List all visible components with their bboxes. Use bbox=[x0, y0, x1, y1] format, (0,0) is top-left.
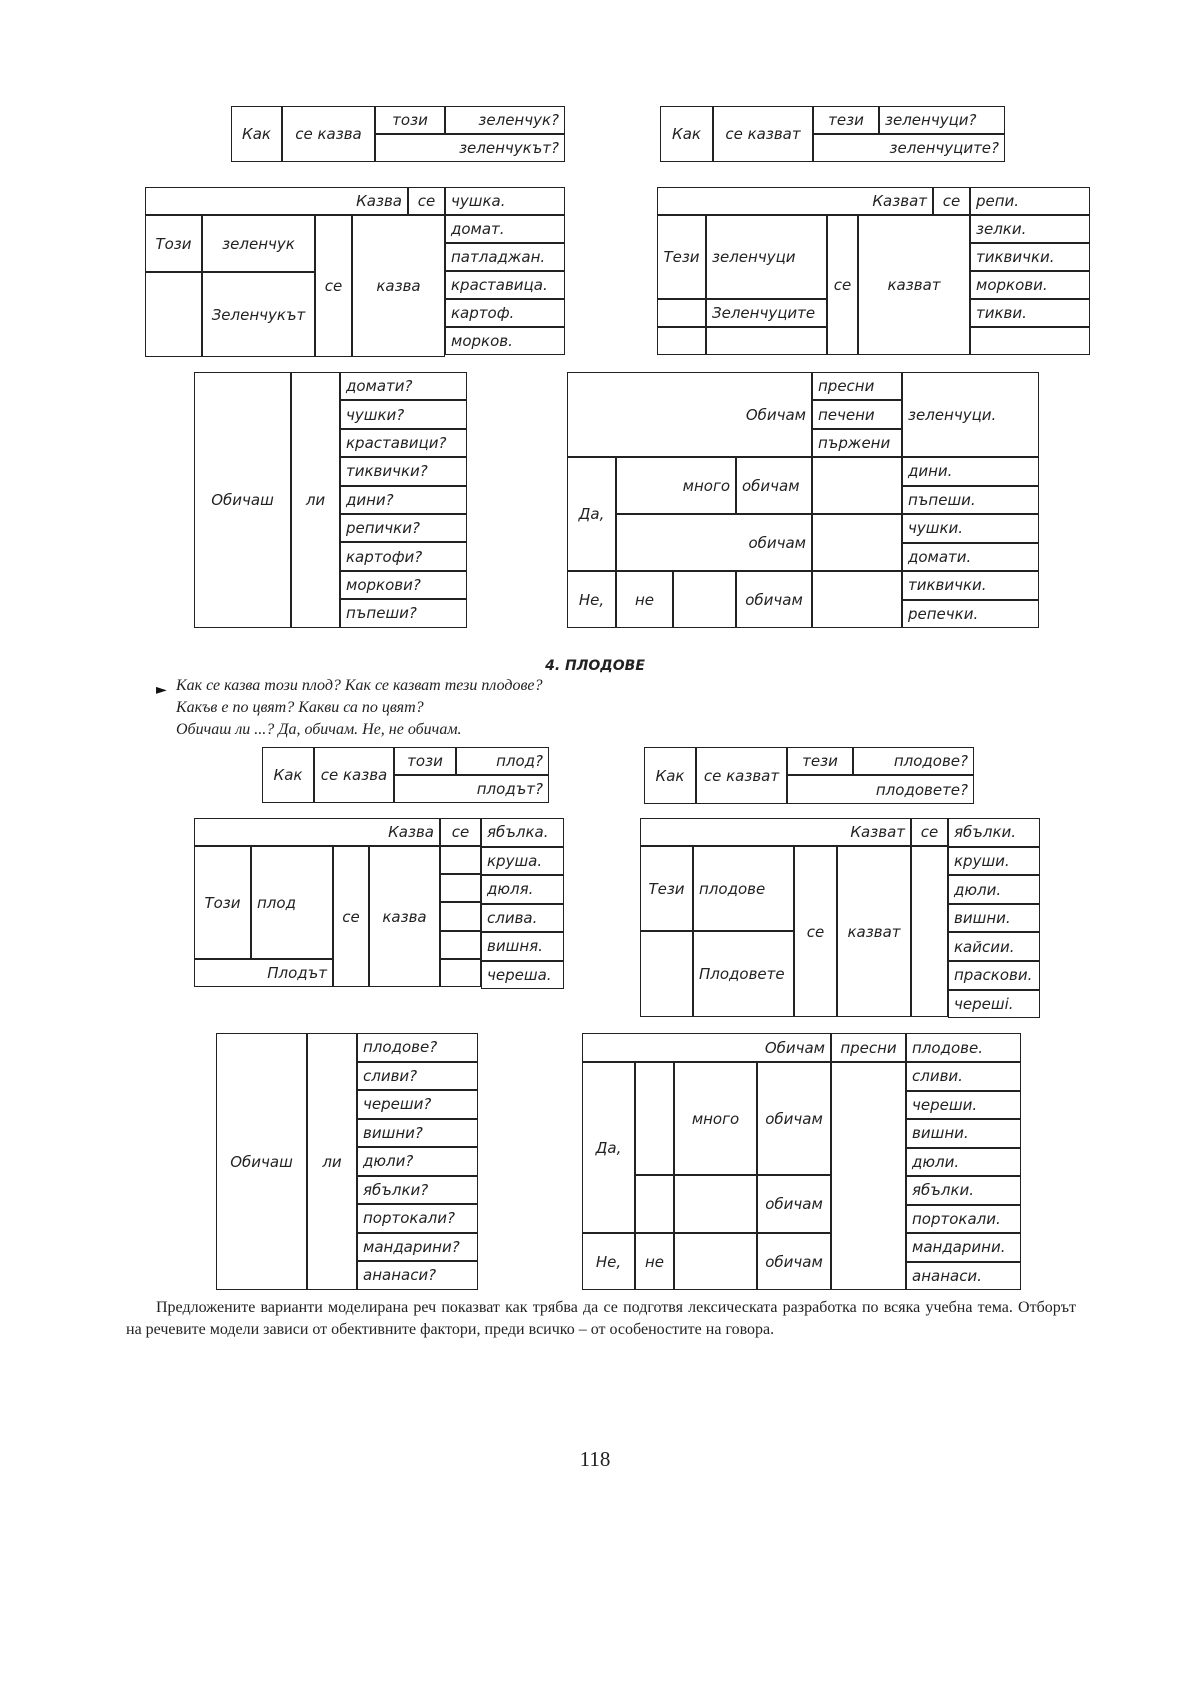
section-title: 4. ПЛОДОВЕ bbox=[545, 658, 645, 674]
cell-text: се bbox=[451, 823, 470, 841]
table-cell bbox=[812, 457, 902, 514]
table-cell bbox=[440, 931, 481, 959]
cell-text: ананаси. bbox=[912, 1266, 982, 1285]
cell-text: този bbox=[407, 752, 443, 770]
cell-text: Обичам bbox=[764, 1038, 825, 1057]
cell-text: Не, bbox=[578, 590, 605, 609]
cell-text: пресни bbox=[840, 1038, 897, 1057]
cell-text: плодове. bbox=[912, 1038, 983, 1057]
cell-text: Казват bbox=[872, 192, 927, 210]
page-number: 118 bbox=[579, 1447, 611, 1471]
table-cell bbox=[440, 846, 481, 874]
table-cell bbox=[812, 571, 902, 628]
cell-text: репи. bbox=[976, 192, 1020, 210]
cell-text: краставици? bbox=[346, 434, 447, 452]
cell-text: картоф. bbox=[451, 304, 515, 322]
cell-text: репички? bbox=[346, 519, 420, 538]
cell-text: домат. bbox=[451, 220, 505, 238]
cell-text: патладжан. bbox=[451, 248, 546, 266]
cell-text: Обичаш bbox=[230, 1152, 293, 1171]
table-cell bbox=[145, 272, 202, 357]
cell-text: Казва bbox=[356, 192, 402, 210]
cell-text: плод bbox=[257, 893, 296, 912]
table-cell bbox=[635, 1062, 674, 1175]
cell-text: много bbox=[691, 1109, 740, 1128]
cell-text: се bbox=[342, 907, 360, 926]
table-cell bbox=[657, 299, 706, 327]
table-cell bbox=[635, 1175, 674, 1233]
table-cell bbox=[673, 571, 736, 628]
cell-text: дини. bbox=[908, 462, 953, 481]
cell-text: праскови. bbox=[954, 966, 1033, 985]
cell-text: дюля. bbox=[487, 880, 534, 899]
table-cell bbox=[440, 902, 481, 930]
cell-text: Да, bbox=[578, 505, 605, 523]
cell-text: Обичаш bbox=[211, 491, 274, 509]
cell-text: зеленчук? bbox=[478, 111, 559, 129]
cell-text: портокали? bbox=[363, 1209, 455, 1228]
cell-text: вишни? bbox=[363, 1123, 423, 1142]
cell-text: плодовете? bbox=[875, 780, 968, 799]
cell-text: Зеленчуците bbox=[712, 304, 816, 322]
cell-text: зелки. bbox=[976, 220, 1027, 238]
cell-text: обичам bbox=[765, 1252, 823, 1271]
cell-text: чушка. bbox=[451, 192, 506, 210]
cell-text: плодове bbox=[699, 879, 766, 898]
cell-text: плод? bbox=[496, 752, 543, 770]
cell-text: тиквички? bbox=[346, 462, 428, 481]
cell-text: обичам bbox=[765, 1109, 823, 1128]
cell-text: мандарини? bbox=[363, 1237, 460, 1256]
cell-text: се bbox=[324, 277, 343, 295]
cell-text: Как bbox=[273, 766, 303, 784]
cell-text: сливи? bbox=[363, 1066, 418, 1085]
cell-text: вишни. bbox=[912, 1124, 969, 1143]
cell-text: ябълки. bbox=[954, 823, 1017, 842]
table-cell bbox=[970, 327, 1090, 355]
cell-text: зеленчуците? bbox=[889, 139, 999, 157]
cell-text: зеленчуци bbox=[712, 248, 796, 266]
cell-text: Как bbox=[672, 125, 701, 143]
table-cell bbox=[640, 931, 693, 1017]
cell-text: казват bbox=[847, 922, 901, 941]
cell-text: Обичам bbox=[745, 405, 806, 424]
cell-text: казва bbox=[382, 907, 427, 926]
cell-text: Този bbox=[204, 893, 241, 912]
cell-text: казва bbox=[376, 277, 421, 295]
cell-text: портокали. bbox=[912, 1209, 1001, 1228]
cell-text: се bbox=[833, 276, 852, 294]
cell-text: ябълки. bbox=[912, 1181, 975, 1200]
cell-text: плодът? bbox=[476, 780, 543, 798]
cell-text: Зеленчукът bbox=[211, 305, 306, 324]
cell-text: картофи? bbox=[346, 547, 423, 566]
cell-text: тиквички. bbox=[908, 576, 987, 595]
cell-text: Как bbox=[242, 125, 271, 143]
cell-text: пържени bbox=[818, 434, 891, 452]
cell-text: се bbox=[942, 192, 961, 210]
cell-text: круши. bbox=[954, 851, 1010, 870]
table-cell bbox=[706, 327, 827, 355]
cell-text: ябълка. bbox=[487, 823, 549, 842]
table-cell bbox=[812, 514, 902, 571]
cell-text: обичам bbox=[748, 533, 806, 552]
instruction-line: Какъв е по цвят? Какви са по цвят? bbox=[176, 699, 424, 716]
cell-text: дюли. bbox=[912, 1152, 960, 1171]
cell-text: пъпеши. bbox=[908, 490, 976, 509]
table-cell bbox=[831, 1062, 906, 1290]
cell-text: слива. bbox=[487, 908, 538, 927]
instruction-line: Обичаш ли ...? Да, обичам. Не, не обичам. bbox=[176, 721, 462, 738]
cell-text: се казва bbox=[295, 125, 362, 143]
cell-text: череша. bbox=[487, 965, 552, 984]
cell-text: се bbox=[417, 192, 436, 210]
cell-text: се казват bbox=[703, 766, 780, 785]
cell-text: зеленчук bbox=[222, 234, 295, 253]
cell-text: дини? bbox=[346, 490, 394, 509]
cell-text: пресни bbox=[818, 377, 875, 395]
cell-text: тиквички. bbox=[976, 248, 1055, 266]
cell-text: моркови? bbox=[346, 576, 421, 594]
cell-text: обичам bbox=[742, 476, 800, 495]
cell-text: този bbox=[392, 111, 428, 129]
cell-text: кайсии. bbox=[954, 937, 1015, 956]
cell-text: Тези bbox=[648, 879, 685, 898]
cell-text: вишня. bbox=[487, 937, 543, 956]
cell-text: домати. bbox=[908, 547, 972, 566]
cell-text: моркови. bbox=[976, 276, 1048, 294]
cell-text: репечки. bbox=[908, 604, 979, 623]
table-cell bbox=[674, 1233, 757, 1290]
cell-text: се bbox=[920, 823, 939, 841]
table-cell bbox=[911, 846, 948, 1017]
cell-text: дюли? bbox=[363, 1152, 414, 1171]
cell-text: Да, bbox=[595, 1138, 622, 1157]
cell-text: ли bbox=[322, 1152, 342, 1171]
table-cell bbox=[657, 327, 706, 355]
table-cell bbox=[674, 1175, 757, 1233]
cell-text: круша. bbox=[487, 851, 543, 870]
closing-paragraph: Предложените варианти моделирана реч показват как трябва да се подготвя лексическата разработка по всяка учебна тема. Отборът на речевите модели зависи от обективните фактори, преди всичко – от особеностите на говора. bbox=[126, 1299, 1076, 1338]
cell-text: Как bbox=[655, 766, 685, 785]
cell-text: не bbox=[634, 590, 655, 609]
cell-text: Плодът bbox=[267, 964, 327, 982]
cell-text: Не, bbox=[595, 1252, 622, 1271]
cell-text: морков. bbox=[451, 332, 513, 350]
cell-text: пъпеши? bbox=[346, 604, 417, 623]
cell-text: не bbox=[644, 1252, 665, 1271]
cell-text: Казва bbox=[388, 823, 434, 841]
cell-text: мандарини. bbox=[912, 1238, 1006, 1257]
cell-text: плодове? bbox=[363, 1038, 438, 1057]
cell-text: череши? bbox=[363, 1095, 432, 1114]
cell-text: сливи. bbox=[912, 1067, 963, 1086]
cell-text: ябълки? bbox=[363, 1180, 429, 1199]
cell-text: ананаси? bbox=[363, 1266, 437, 1285]
cell-text: ли bbox=[305, 491, 326, 509]
cell-text: се bbox=[806, 922, 825, 941]
cell-text: краставица. bbox=[451, 276, 548, 294]
cell-text: дюли. bbox=[954, 880, 1002, 899]
cell-text: домати? bbox=[346, 377, 413, 396]
cell-text: зеленчуци. bbox=[908, 405, 997, 424]
cell-text: зеленчуци? bbox=[885, 111, 977, 129]
cell-text: много bbox=[682, 476, 730, 495]
cell-text: Този bbox=[155, 234, 192, 253]
cell-text: чушки? bbox=[346, 405, 405, 424]
cell-text: Казват bbox=[850, 823, 905, 841]
cell-text: тези bbox=[802, 752, 838, 770]
table-cell bbox=[440, 874, 481, 902]
table-cell bbox=[440, 959, 481, 987]
cell-text: обичам bbox=[765, 1195, 823, 1213]
cell-text: се казват bbox=[725, 125, 801, 143]
cell-text: Плодовете bbox=[699, 965, 785, 983]
cell-text: вишни. bbox=[954, 909, 1011, 928]
cell-text: обичам bbox=[745, 590, 803, 609]
cell-text: казват bbox=[887, 276, 941, 294]
cell-text: плодове? bbox=[893, 752, 968, 770]
cell-text: череши. bbox=[912, 1095, 978, 1114]
cell-text: зеленчукът? bbox=[459, 139, 559, 157]
cell-text: се казва bbox=[320, 766, 388, 784]
cell-text: черешi. bbox=[954, 994, 1014, 1013]
cell-text: печени bbox=[818, 405, 875, 424]
triangle-bullet-icon: ► bbox=[156, 682, 167, 698]
cell-text: Тези bbox=[663, 248, 700, 266]
cell-text: тикви. bbox=[976, 304, 1027, 322]
cell-text: чушки. bbox=[908, 519, 964, 538]
instruction-line: Как се казва този плод? Как се казват тези плодове? bbox=[176, 677, 543, 694]
cell-text: тези bbox=[828, 111, 864, 129]
